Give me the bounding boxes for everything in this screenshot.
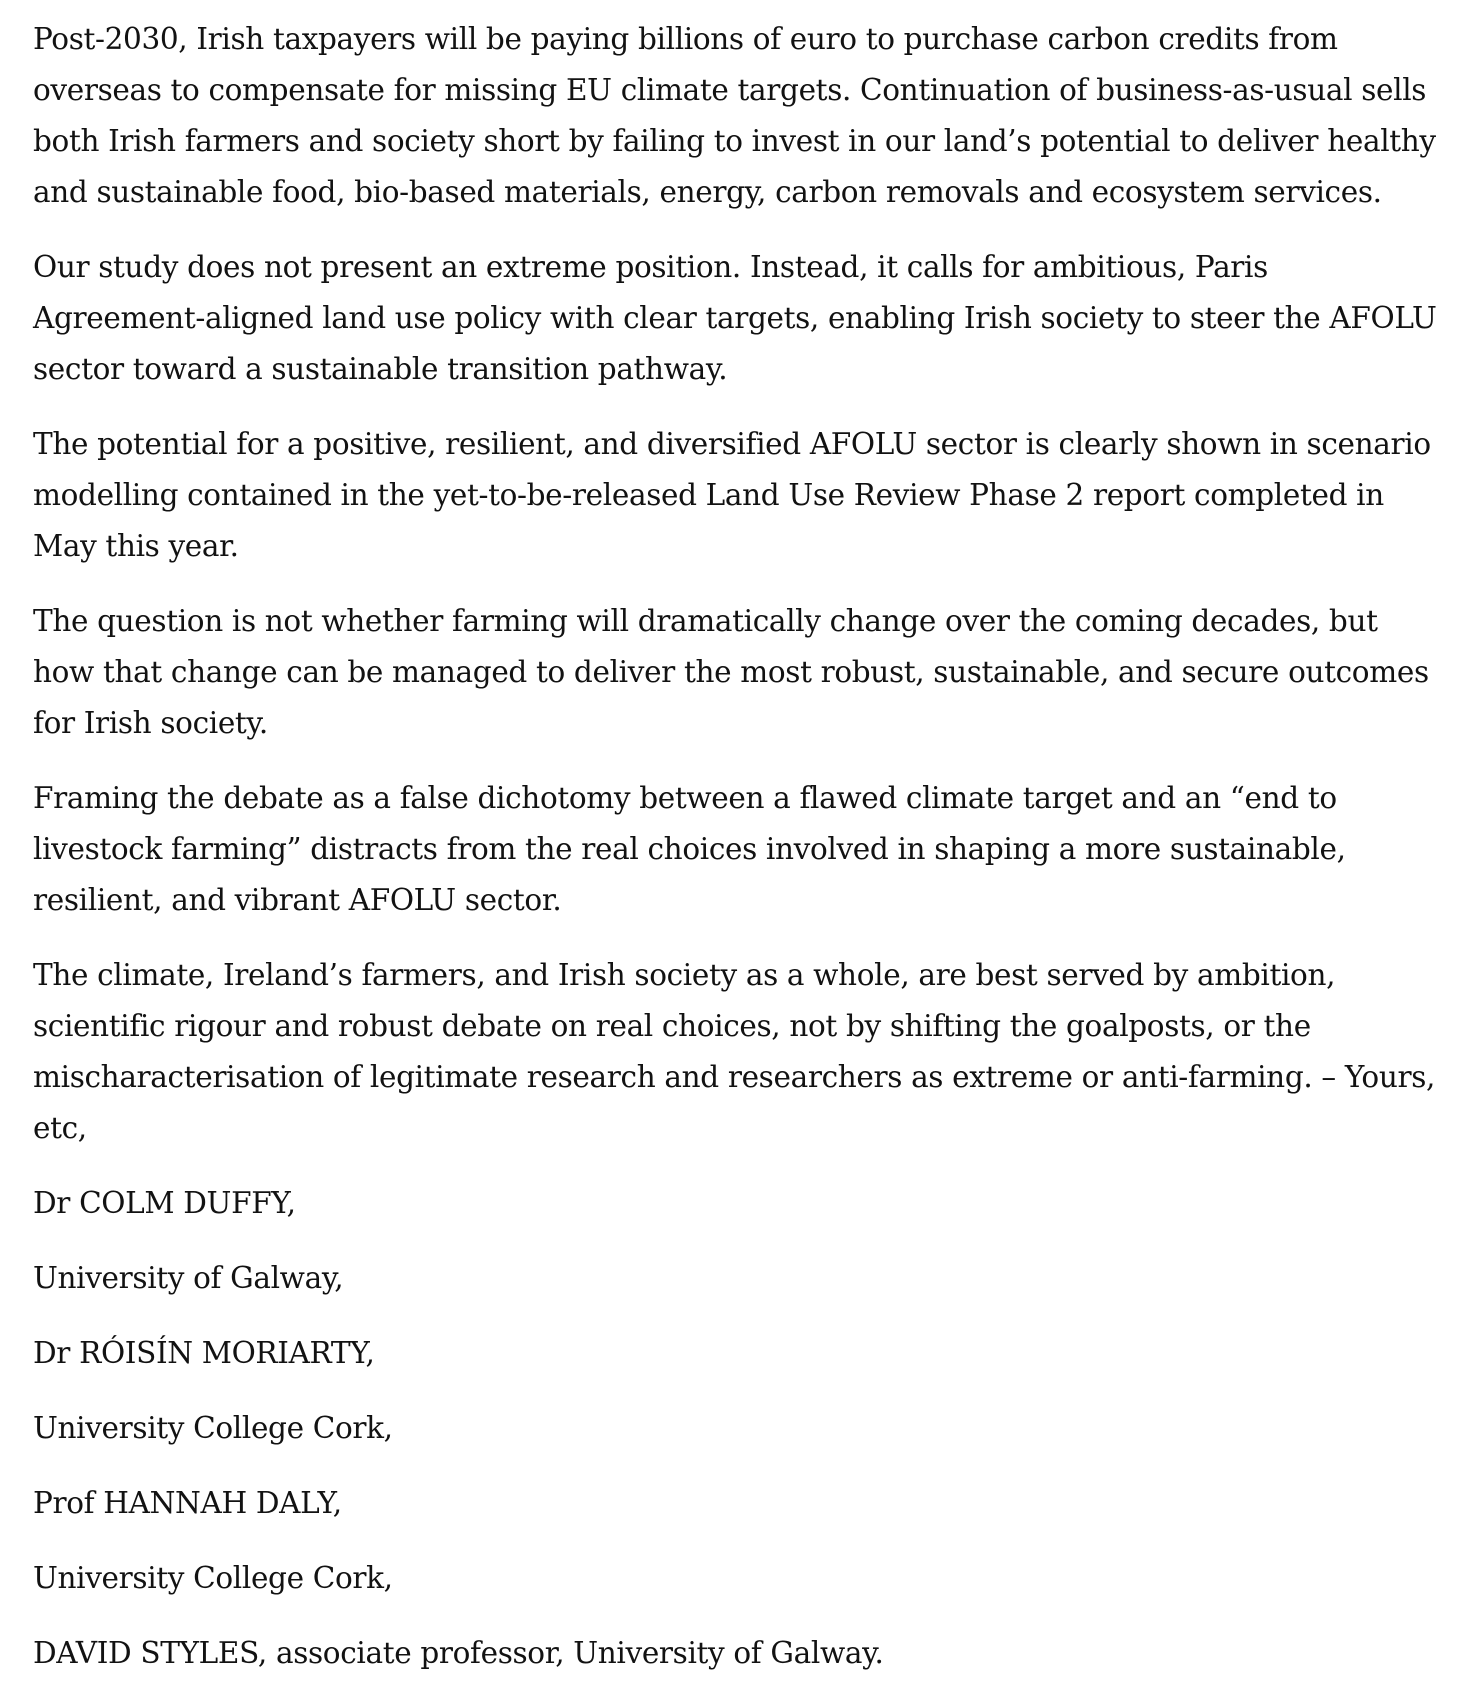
paragraph-closing: The climate, Ireland’s farmers, and Irish society as a whole, are best served by ambition, scientific rigour and robust debate on real choices, not by shifting the goalposts, or the mischaracterisation of legitimate research and researchers as extreme or anti-farming. – Yours, etc,: [33, 958, 1436, 1145]
signatory-affiliation: University College Cork,: [33, 1561, 393, 1595]
signatory-name-and-affiliation: DAVID STYLES, associate professor, University of Galway.: [33, 1636, 884, 1670]
signatory-name: Dr COLM DUFFY,: [33, 1186, 296, 1220]
signatory-name: Prof HANNAH DALY,: [33, 1486, 342, 1520]
signatory-affiliation: University of Galway,: [33, 1261, 344, 1295]
paragraph-land-use-review: The potential for a positive, resilient, and diversified AFOLU sector is clearly shown in scenario modelling contained in the yet-to-be-released Land Use Review Phase 2 report completed in May this year.: [33, 427, 1431, 563]
paragraph-false-dichotomy: Framing the debate as a false dichotomy between a flawed climate target and an “end to livestock farming” distracts from the real choices involved in shaping a more sustainable, resilient, and vibrant AFOLU sector.: [33, 781, 1346, 917]
paragraph-carbon-credits: Post-2030, Irish taxpayers will be paying billions of euro to purchase carbon credits from overseas to compensate for missing EU climate targets. Continuation of business-as-usual sells both Irish farmers and society short by failing to invest in our land’s potential to deliver healthy and sustainable food, bio-based materials, energy, carbon removals and ecosystem services.: [33, 22, 1436, 209]
signatory-affiliation: University College Cork,: [33, 1411, 393, 1445]
paragraph-study-position: Our study does not present an extreme position. Instead, it calls for ambitious, Paris Agreement-aligned land use policy with clear targets, enabling Irish society to steer the AFOLU sector toward a sustainable transition pathway.: [33, 250, 1437, 386]
signature-block: [33, 1178, 1444, 1679]
signatory-name: Dr RÓISÍN MORIARTY,: [33, 1336, 375, 1370]
paragraph-farming-change: The question is not whether farming will dramatically change over the coming decades, but how that change can be managed to deliver the most robust, sustainable, and secure outcomes for Irish society.: [33, 604, 1429, 740]
